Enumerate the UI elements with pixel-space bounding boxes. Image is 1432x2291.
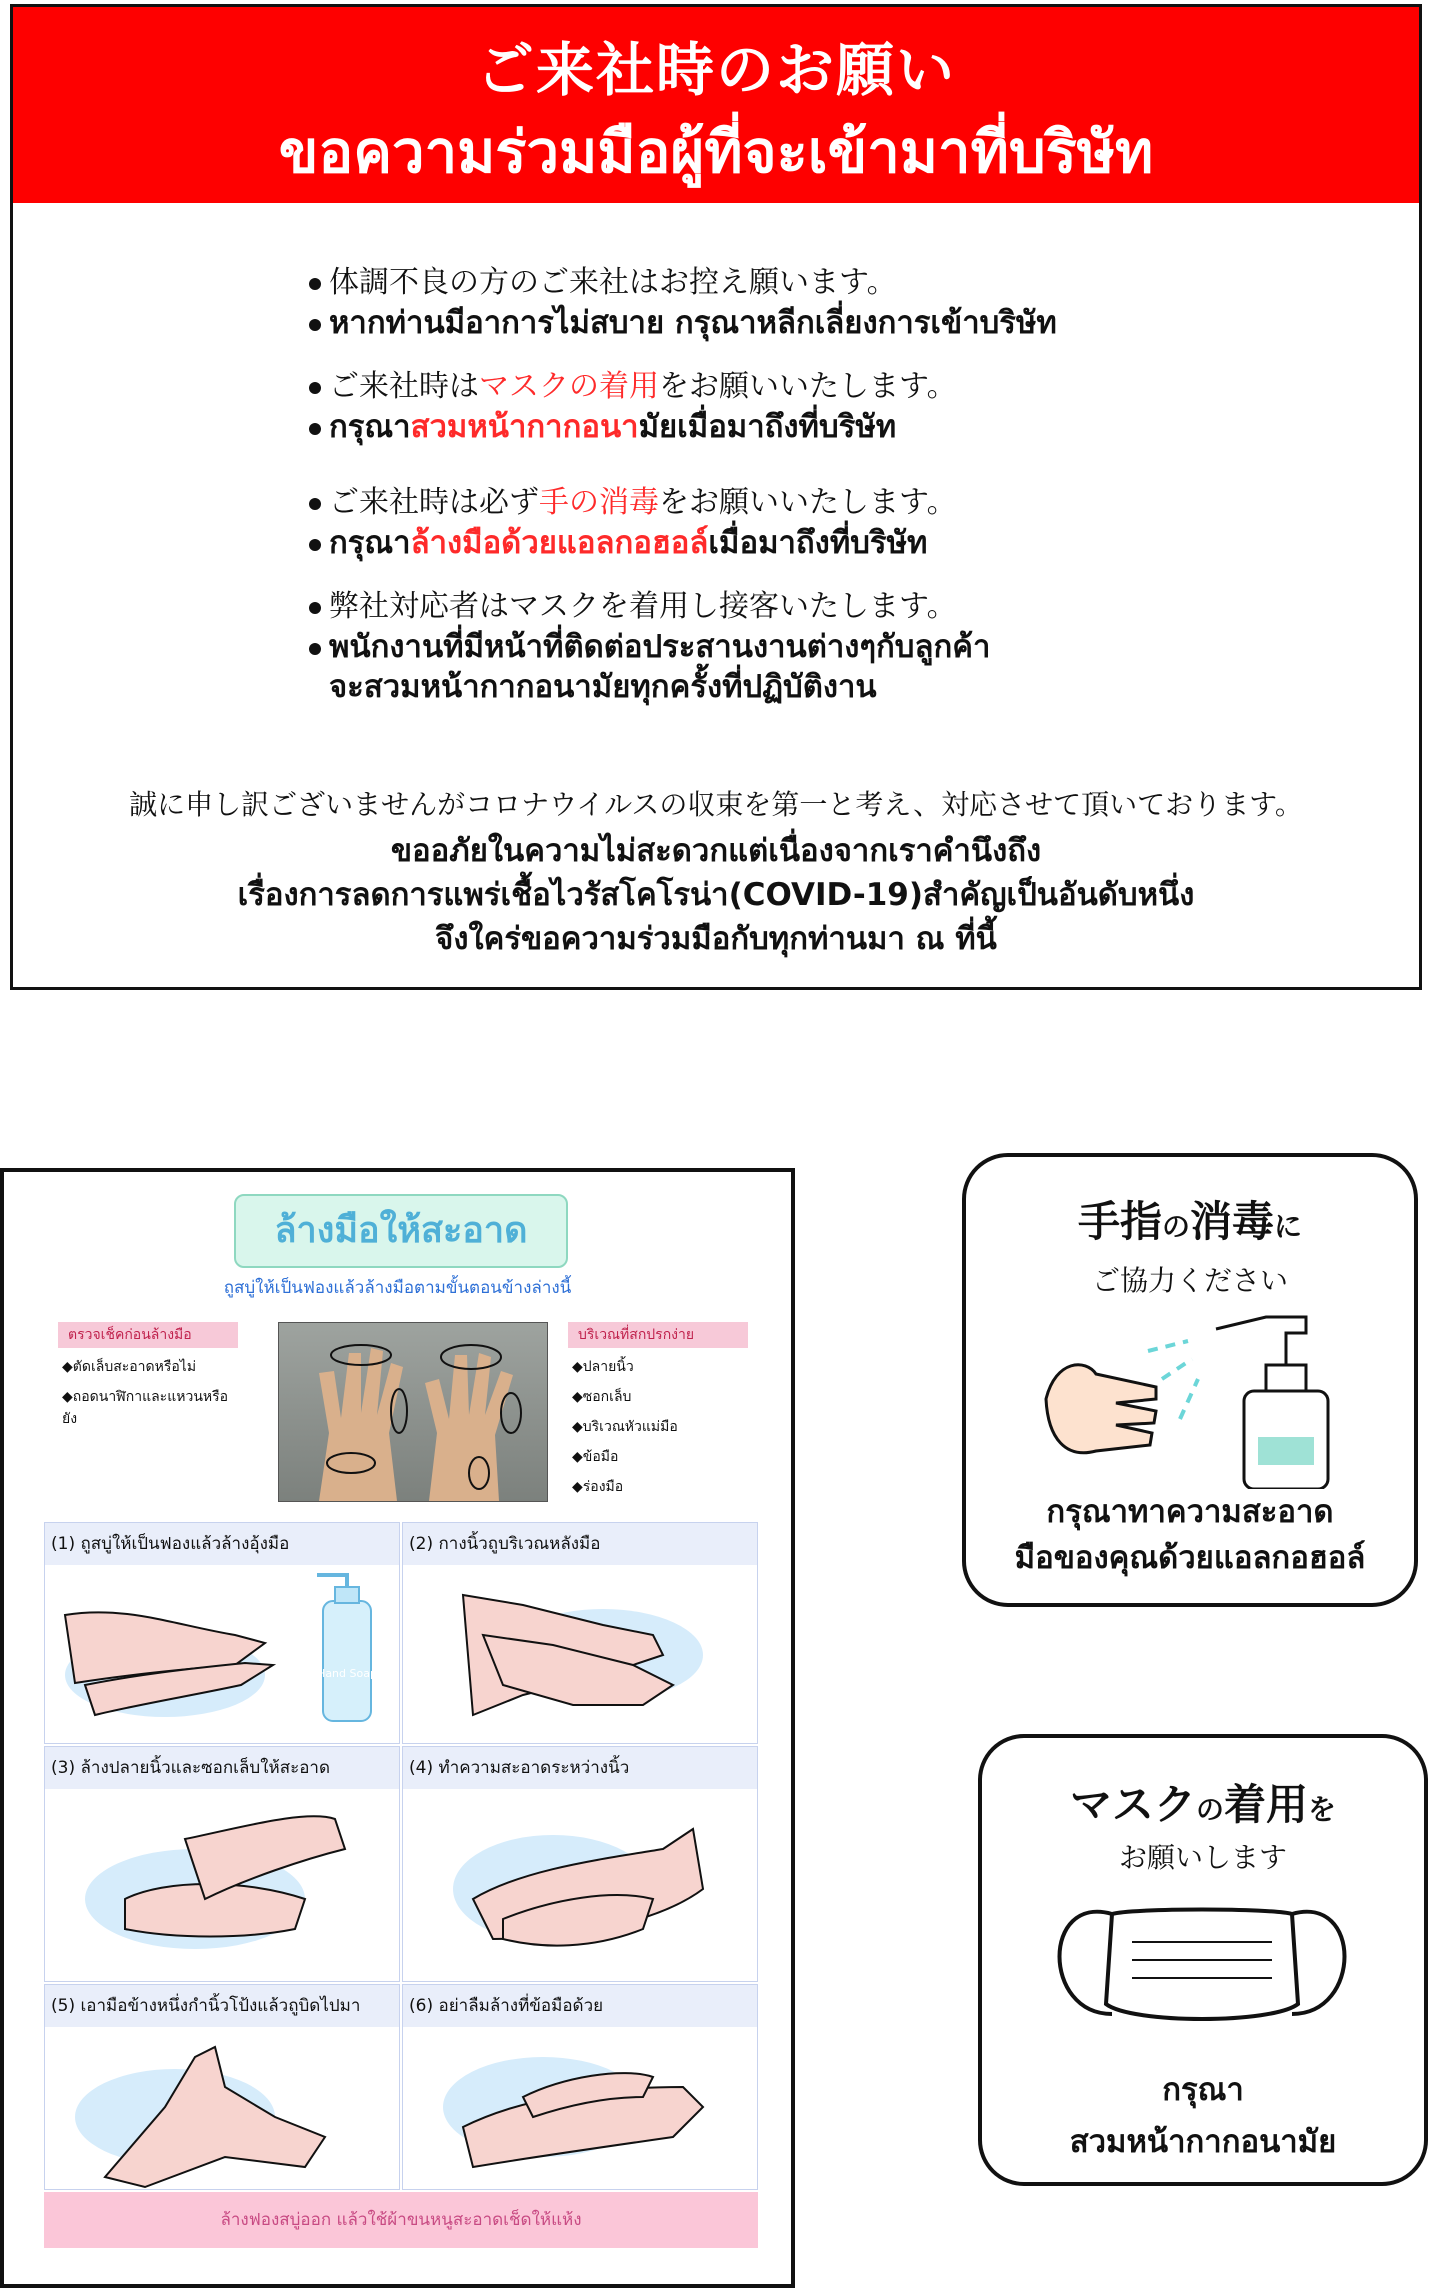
sanitize-th [966,1489,1414,1581]
between-fingers-illustration [403,1789,757,1981]
check-item: ◆ถอดนาฬิกาและแหวนหรือยัง [62,1389,229,1427]
step-label: (6) อย่าลืมล้างที่ข้อมือด้วย [403,1985,757,2027]
step-label: (1) ถูสบู่ให้เป็นฟองแล้วล้างอุ้งมือ [45,1523,399,1565]
sanitize-jp-part: に [1274,1210,1303,1243]
step-label: (2) กางนิ้วถูบริเวณหลังมือ [403,1523,757,1565]
sanitizer-illustration [966,1299,1414,1489]
check-item: ◆ตัดเล็บสะอาดหรือไม่ [62,1359,197,1375]
poster-footer: ล้างฟองสบู่ออก แล้วใช้ผ้าขนหนูสะอาดเช็ดให้แห้ง [44,2192,758,2248]
mask-illustration [982,1884,1424,2054]
area-item: ◆ร่องมือ [572,1479,624,1495]
block3-th-post: เมื่อมาถึงที่บริษัท [708,525,928,561]
block3-jp-post: をお願いいたします。 [659,485,957,520]
closing-jp: 誠に申し訳ございませんがコロナウイルスの収束を第一と考え、対応させて頂いております。 [129,788,1303,821]
poster-title: ล้างมือให้สะอาด [234,1194,568,1268]
wrist-illustration [403,2027,757,2189]
handwash-poster [0,1168,795,2288]
bullet-dot [309,382,321,394]
step-1 [44,1522,400,1744]
block3-jp-highlight: 手の消毒 [539,485,659,520]
block2-jp-pre: ご来社時は [329,369,479,404]
bullet-dot [309,539,321,551]
area-item: ◆ซอกเล็บ [572,1389,632,1405]
thumb-twist-illustration [45,2027,399,2189]
block4-th1: พนักงานที่มีหน้าที่ติดต่อประสานงานต่างๆกับลูกค้า [329,629,991,665]
notice-bullets [309,263,1389,731]
banner-title-jp: ご来社時のお願い [475,36,956,104]
back-of-hand-illustration [403,1565,757,1743]
bullet-dot [309,278,321,290]
mask-th-line1: กรุณา [1162,2072,1244,2108]
step-6 [402,1984,758,2190]
poster-subtitle: ถูสบู่ให้เป็นฟองแล้วล้างมือตามขั้นตอนข้างล่างนี้ [223,1278,572,1298]
check-list [58,1322,238,1430]
sanitize-jp-part: の [1161,1210,1190,1243]
step-2 [402,1522,758,1744]
block2-jp-post: をお願いいたします。 [659,369,957,404]
block2-th-post: มัยเมื่อมาถึงที่บริษัท [638,409,897,445]
notice-banner [13,7,1419,203]
bullet-dot [309,643,321,655]
block3-th-highlight: ล้างมือด้วยแอลกอฮอล์ [410,525,709,561]
fingertips-illustration [45,1789,399,1981]
notice-block-3 [309,483,1389,563]
bullet-dot [309,319,321,331]
block2-th-pre: กรุณา [329,409,411,445]
banner-title-th: ขอความร่วมมือผู้ที่จะเข้ามาที่บริษัท [278,118,1154,186]
mask-jp-part: の [1195,1793,1224,1826]
area-item: ◆ปลายนิ้ว [572,1359,634,1375]
step-label: (4) ทำความสะอาดระหว่างนิ้ว [403,1747,757,1789]
block1-jp: 体調不良の方のご来社はお控え願います。 [329,265,897,300]
step-label: (5) เอามือข้างหนึ่งกำนิ้วโป้งแล้วถูบิดไปมา [45,1985,399,2027]
closing-th [13,829,1419,961]
closing-th-line1: ขออภัยในความไม่สะดวกแต่เนื่องจากเราคำนึงถึง [390,833,1042,869]
bullet-dot [309,498,321,510]
mask-th [982,2064,1424,2168]
bullet-dot [309,423,321,435]
step-label: (3) ล้างปลายนิ้วและซอกเล็บให้สะอาด [45,1747,399,1789]
sanitize-jp-part: 手指 [1077,1197,1162,1246]
block4-jp: 弊社対応者はマスクを着用し接客いたします。 [329,589,957,624]
notice-block-4 [309,587,1389,707]
check-heading: ตรวจเช็คก่อนล้างมือ [58,1322,238,1348]
closing-th-line2: เรื่องการลดการแพร่เชื้อไวรัสโคโรน่า(COVID-19)สำคัญเป็นอันดับหนึ่ง [237,877,1195,913]
soap-label: Hand Soap [317,1667,377,1680]
sanitize-th-line2: มือของคุณด้วยแอลกอฮอล์ [1014,1540,1366,1576]
mask-jp-heading [982,1772,1424,1832]
block2-jp-highlight: マスクの着用 [479,369,659,404]
face-mask-icon [982,1884,1424,2054]
mask-jp-part: を [1308,1793,1337,1826]
sanitize-jp-part: 消毒 [1190,1197,1275,1246]
mask-jp-sub: お願いします [1118,1841,1287,1874]
sanitize-jp-heading [966,1189,1414,1249]
sanitize-th-line1: กรุณาทาความสะอาด [1046,1494,1334,1530]
bullet-dot [309,602,321,614]
step-5 [44,1984,400,2190]
mask-th-line2: สวมหน้ากากอนามัย [1069,2124,1337,2160]
block3-jp-pre: ご来社時は必ず [329,485,539,520]
step-3 [44,1746,400,1982]
step-4 [402,1746,758,1982]
block4-th2: จะสวมหน้ากากอนามัยทุกครั้งที่ปฏิบัติงาน [329,669,877,705]
block1-th: หากท่านมีอาการไม่สบาย กรุณาหลีกเลี่ยงการเข้าบริษัท [329,305,1057,341]
mask-jp-part: マスク [1069,1780,1196,1829]
mask-card [978,1734,1428,2186]
block2-th-highlight: สวมหน้ากากอนา [410,409,639,445]
closing-th-line3: จึงใคร่ขอความร่วมมือกับทุกท่านมา ณ ที่นี้ [435,921,997,957]
sanitize-jp-sub: ご協力ください [1091,1264,1288,1297]
notice-block-1 [309,263,1389,343]
sanitize-card [962,1153,1418,1607]
mask-jp-part: 着用 [1224,1780,1309,1829]
block3-th-pre: กรุณา [329,525,411,561]
sanitizer-icon [966,1299,1414,1489]
hands-rubbing-illustration [45,1565,399,1743]
notice-block-2 [309,367,1389,447]
area-item: ◆ข้อมือ [572,1449,619,1465]
area-item: ◆บริเวณหัวแม่มือ [572,1419,678,1435]
area-list [568,1322,748,1498]
area-heading: บริเวณที่สกปรกง่าย [568,1322,748,1348]
hands-photo [278,1322,548,1502]
notice-panel [10,4,1422,990]
